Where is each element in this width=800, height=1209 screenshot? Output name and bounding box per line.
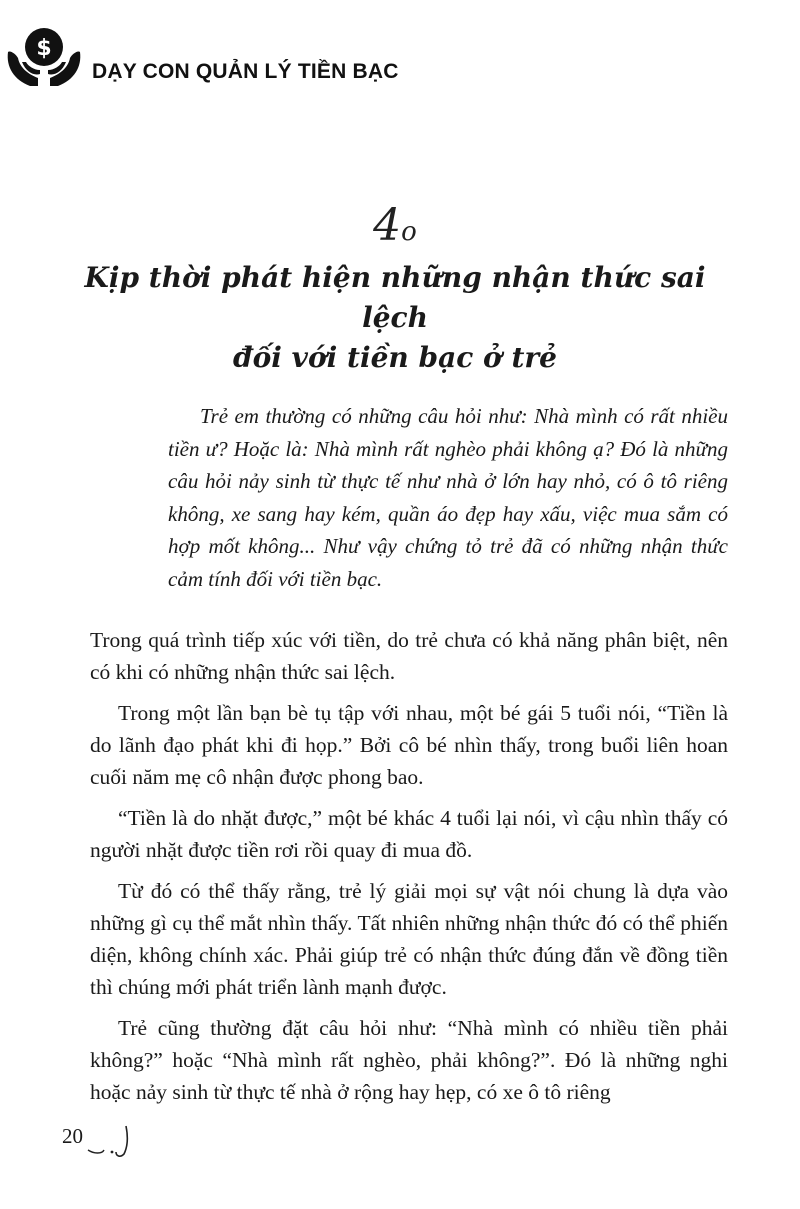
chapter-number-suffix: o <box>401 217 417 247</box>
body-paragraph-5: Trẻ cũng thường đặt câu hỏi như: “Nhà mình có nhiều tiền phải không?” hoặc “Nhà mình rất nghèo, phải không?”. Đó là những nghi hoặc nảy sinh từ thực tế nhà ở rộng hay hẹp, có xe ô tô riêng <box>90 1016 728 1104</box>
book-title: DẠY CON QUẢN LÝ TIỀN BẠC <box>92 60 399 83</box>
body-paragraph-1: Trong quá trình tiếp xúc với tiền, do trẻ chưa có khả năng phân biệt, nên có khi có những nhận thức sai lệch. <box>90 628 728 684</box>
chapter-number-digit: 4 <box>373 200 402 251</box>
page-number: 20 <box>62 1124 83 1148</box>
chapter-title-line-1: Kịp thời phát hiện những nhận thức sai lệch <box>84 261 706 334</box>
body-paragraph-4: Từ đó có thể thấy rằng, trẻ lý giải mọi sự vật nói chung là dựa vào những gì cụ thể mắt nhìn thấy. Tất nhiên những nhận thức đó có thể phiến diện, không chính xác. Phải giúp trẻ có nhận thức đúng đắn về đồng tiền thì chúng mới phát triển lành mạnh được. <box>90 879 728 999</box>
running-header <box>0 18 800 98</box>
page-ornament-icon <box>86 1120 146 1160</box>
chapter-title <box>60 258 730 378</box>
dollar-symbol: $ <box>36 36 52 61</box>
hands-holding-dollar-icon <box>4 22 84 92</box>
chapter-number <box>0 200 790 251</box>
intro-paragraph: Trẻ em thường có những câu hỏi như: Nhà mình có rất nhiều tiền ư? Hoặc là: Nhà mình rất nghèo phải không ạ? Đó là những câu hỏi nảy sinh từ thực tế như nhà ở lớn hay nhỏ, có ô tô riêng không, xe sang hay kém, quần áo đẹp hay xấu, việc mua sắm có hợp mốt không... Như vậy chứng tỏ trẻ đã có những nhận thức cảm tính đối với tiền bạc. <box>168 404 728 591</box>
body-text <box>90 624 728 1117</box>
body-paragraph-2: Trong một lần bạn bè tụ tập với nhau, một bé gái 5 tuổi nói, “Tiền là do lãnh đạo phát khi đi họp.” Bởi cô bé nhìn thấy, trong buổi liên hoan cuối năm mẹ cô nhận được phong bao. <box>90 701 728 789</box>
chapter-title-line-2: đối với tiền bạc ở trẻ <box>233 341 557 374</box>
body-paragraph-3: “Tiền là do nhặt được,” một bé khác 4 tuổi lại nói, vì cậu nhìn thấy có người nhặt được tiền rơi rồi quay đi mua đồ. <box>90 806 728 862</box>
page-footer <box>62 1120 182 1160</box>
